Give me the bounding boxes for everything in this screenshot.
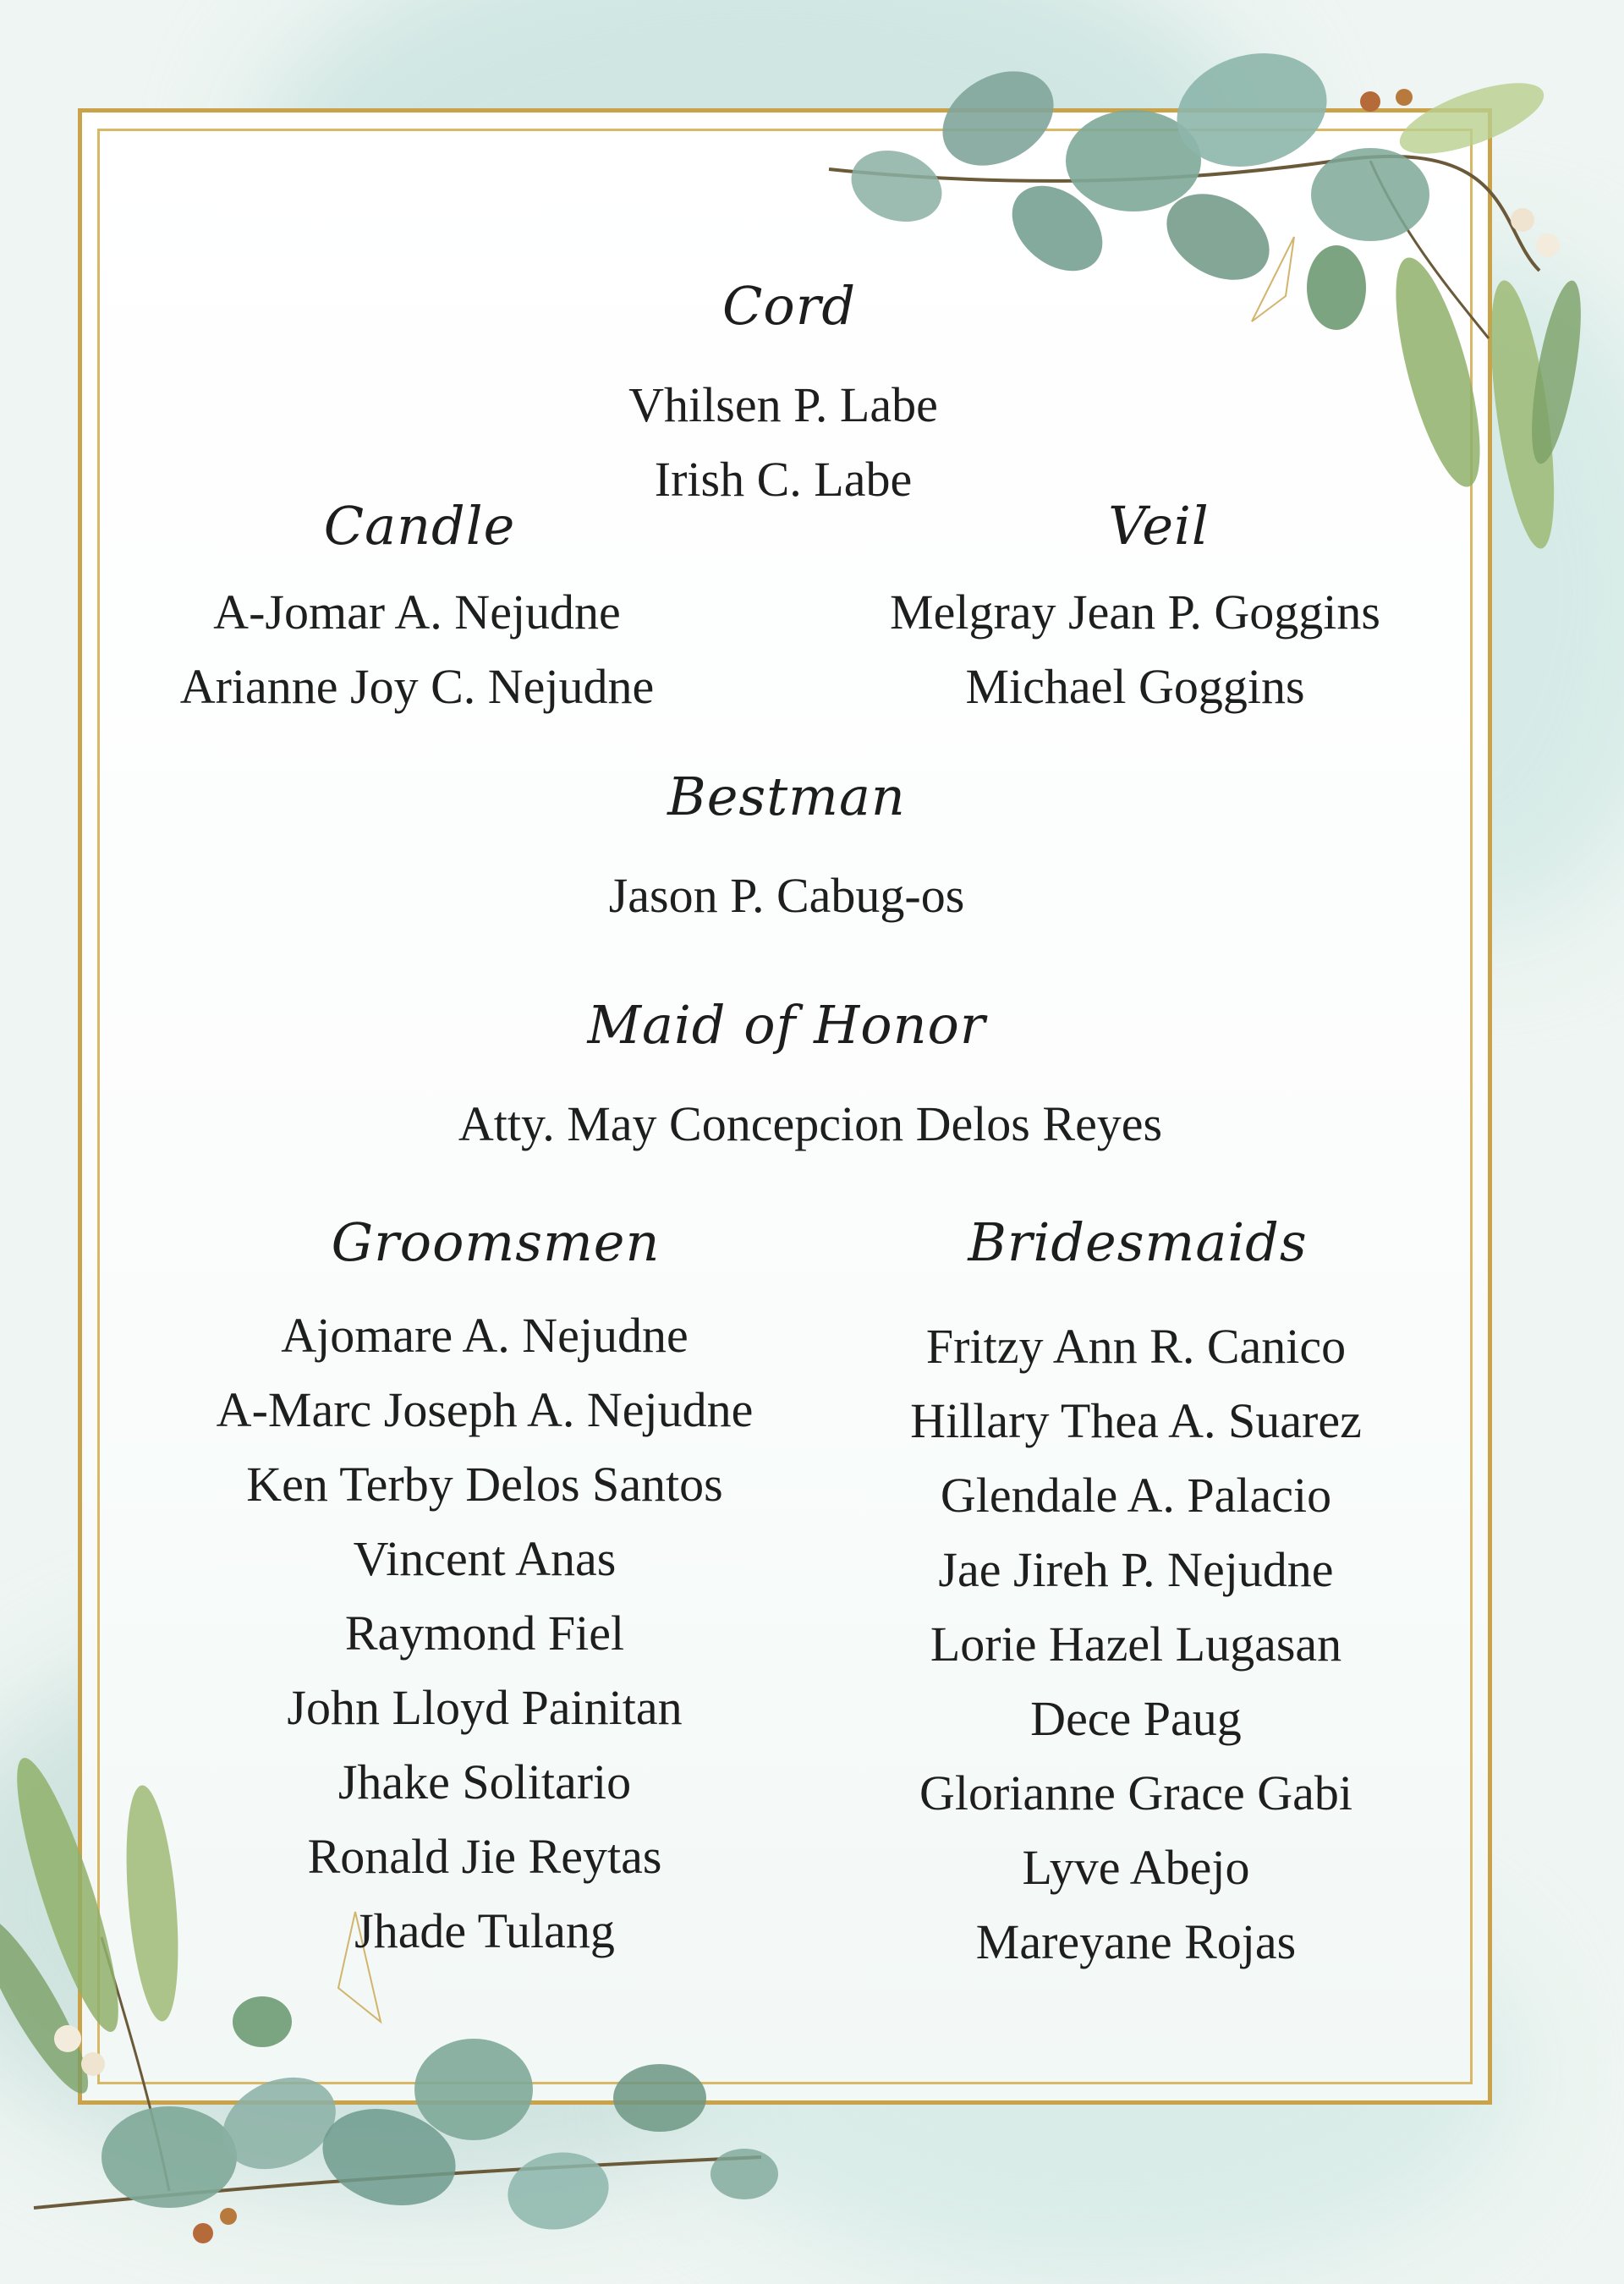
list-item: Lorie Hazel Lugasan (930, 1617, 1342, 1672)
list-item: Irish C. Labe (654, 452, 913, 507)
cord-names (628, 368, 938, 517)
list-item: Jae Jireh P. Nejudne (938, 1542, 1334, 1597)
list-item: Michael Goggins (965, 659, 1305, 714)
groomsmen-names (217, 1298, 754, 1968)
list-item: Atty. May Concepcion Delos Reyes (458, 1096, 1163, 1151)
list-item: Melgray Jean P. Goggins (890, 585, 1380, 640)
list-item: Dece Paug (1030, 1691, 1242, 1746)
list-item: Ajomare A. Nejudne (281, 1308, 689, 1363)
list-item: Hillary Thea A. Suarez (910, 1393, 1362, 1448)
bridesmaids-heading: Bridesmaids (968, 1211, 1308, 1273)
list-item: Ken Terby Delos Santos (246, 1457, 723, 1512)
list-item: Vincent Anas (353, 1531, 617, 1586)
list-item: Arianne Joy C. Nejudne (179, 659, 655, 714)
list-item: Glendale A. Palacio (940, 1468, 1332, 1523)
list-item: Mareyane Rojas (975, 1914, 1297, 1969)
list-item: A-Marc Joseph A. Nejudne (216, 1382, 754, 1437)
list-item: Raymond Fiel (344, 1606, 625, 1661)
bestman-names (609, 859, 965, 933)
cord-heading: Cord (721, 275, 857, 337)
list-item: Ronald Jie Reytas (307, 1829, 662, 1884)
list-item: Jhade Tulang (354, 1903, 615, 1958)
list-item: A-Jomar A. Nejudne (213, 585, 621, 640)
bridesmaids-names (910, 1309, 1362, 1979)
veil-names (890, 575, 1380, 724)
groomsmen-heading: Groomsmen (331, 1211, 661, 1273)
candle-heading: Candle (323, 495, 516, 557)
list-item: Fritzy Ann R. Canico (925, 1319, 1347, 1374)
maid-of-honor-names (458, 1087, 1162, 1161)
bestman-heading: Bestman (667, 766, 906, 827)
list-item: Lyve Abejo (1022, 1840, 1250, 1895)
list-item: John Lloyd Painitan (287, 1680, 683, 1735)
list-item: Jhake Solitario (337, 1754, 632, 1809)
maid-of-honor-heading: Maid of Honor (587, 994, 986, 1056)
list-item: Vhilsen P. Labe (628, 377, 938, 432)
veil-heading: Veil (1108, 495, 1210, 557)
candle-names (180, 575, 655, 724)
list-item: Glorianne Grace Gabi (919, 1765, 1353, 1820)
list-item: Jason P. Cabug-os (608, 868, 965, 923)
